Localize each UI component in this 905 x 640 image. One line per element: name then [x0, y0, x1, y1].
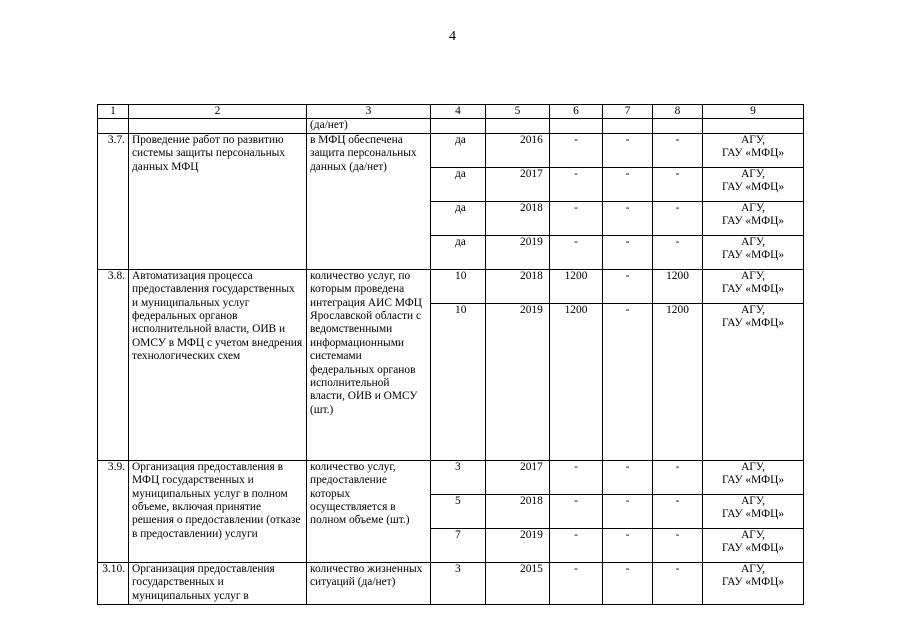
row-indicator: количество жизненных ситуаций (да/нет)	[307, 562, 431, 604]
responsible-line1: АГУ,	[741, 303, 765, 316]
row-description: Организация предоставления в МФЦ государственных и муниципальных услуг в полном объеме, включая принятие решения о предоставлении (отказе в предоставлении) услуги	[129, 460, 307, 562]
responsible	[703, 133, 804, 167]
row-indicator: количество услуг, предоставление которых осуществляется в полном объеме (шт.)	[307, 460, 431, 562]
responsible-line1: АГУ,	[741, 201, 765, 214]
responsible	[703, 562, 804, 604]
value-col8: -	[653, 562, 703, 604]
responsible-line2: ГАУ «МФЦ»	[721, 542, 785, 555]
value-col6: -	[550, 562, 603, 604]
row-description: Организация предоставления государственных и муниципальных услуг в	[129, 562, 307, 604]
responsible	[703, 269, 804, 303]
responsible	[703, 528, 804, 562]
value-col8: -	[653, 235, 703, 269]
column-header: 9	[703, 105, 804, 119]
value-col8: 1200	[653, 303, 703, 460]
responsible-line2: ГАУ «МФЦ»	[721, 508, 785, 521]
column-header: 2	[129, 105, 307, 119]
column-header: 3	[307, 105, 431, 119]
year: 2015	[486, 562, 550, 604]
value-col7: -	[603, 167, 653, 201]
value-col7: -	[603, 562, 653, 604]
responsible-line1: АГУ,	[741, 562, 765, 575]
responsible-line2: ГАУ «МФЦ»	[721, 576, 785, 589]
column-number-row	[98, 105, 804, 119]
table-row	[98, 133, 804, 167]
responsible-line1: АГУ,	[741, 460, 765, 473]
column-header: 6	[550, 105, 603, 119]
responsible-line2: ГАУ «МФЦ»	[721, 147, 785, 160]
value-col8: -	[653, 201, 703, 235]
year: 2016	[486, 133, 550, 167]
target-value: да	[431, 133, 486, 167]
responsible-line2: ГАУ «МФЦ»	[721, 283, 785, 296]
value-col6: 1200	[550, 303, 603, 460]
table-row	[98, 269, 804, 303]
responsible-line1: АГУ,	[741, 167, 765, 180]
table-row	[98, 562, 804, 604]
row-description: Проведение работ по развитию системы защиты персональных данных МФЦ	[129, 133, 307, 269]
value-col6: -	[550, 201, 603, 235]
column-header: 7	[603, 105, 653, 119]
column-header: 4	[431, 105, 486, 119]
row-number: 3.7.	[98, 133, 129, 269]
target-value: 7	[431, 528, 486, 562]
row-number: 3.8.	[98, 269, 129, 460]
value-col8: -	[653, 460, 703, 494]
program-table	[97, 104, 804, 605]
value-col7: -	[603, 133, 653, 167]
responsible-line1: АГУ,	[741, 528, 765, 541]
value-col7: -	[603, 460, 653, 494]
value-col6: -	[550, 494, 603, 528]
value-col8: -	[653, 528, 703, 562]
value-col8: -	[653, 133, 703, 167]
value-col8: -	[653, 494, 703, 528]
responsible	[703, 201, 804, 235]
value-col7: -	[603, 201, 653, 235]
row-indicator: в МФЦ обеспечена защита персональных данных (да/нет)	[307, 133, 431, 269]
responsible-line2: ГАУ «МФЦ»	[721, 317, 785, 330]
row-description: Автоматизация процесса предоставления государственных и муниципальных услуг федеральных органов исполнительной власти, ОИВ и ОМСУ в МФЦ с учетом внедрения технологических схем	[129, 269, 307, 460]
responsible	[703, 167, 804, 201]
responsible	[703, 235, 804, 269]
responsible-line2: ГАУ «МФЦ»	[721, 249, 785, 262]
value-col6: -	[550, 167, 603, 201]
responsible-line2: ГАУ «МФЦ»	[721, 181, 785, 194]
value-col7: -	[603, 494, 653, 528]
value-col7: -	[603, 269, 653, 303]
value-col7: -	[603, 303, 653, 460]
value-col8: 1200	[653, 269, 703, 303]
row-number: 3.10.	[98, 562, 129, 604]
year: 2019	[486, 303, 550, 460]
year: 2017	[486, 460, 550, 494]
column-header: 8	[653, 105, 703, 119]
responsible-line1: АГУ,	[741, 133, 765, 146]
responsible-line1: АГУ,	[741, 235, 765, 248]
target-value: 10	[431, 269, 486, 303]
value-col6: -	[550, 460, 603, 494]
year: 2018	[486, 494, 550, 528]
target-value: да	[431, 235, 486, 269]
year: 2018	[486, 269, 550, 303]
responsible	[703, 494, 804, 528]
value-col6: -	[550, 133, 603, 167]
value-col7: -	[603, 528, 653, 562]
target-value: да	[431, 167, 486, 201]
value-col8: -	[653, 167, 703, 201]
year: 2018	[486, 201, 550, 235]
row-indicator: количество услуг, по которым проведена интеграция АИС МФЦ Ярославской области с ведомственными информационными системами федеральных органов исполнительной власти, ОИВ и ОМСУ (шт.)	[307, 269, 431, 460]
year: 2019	[486, 235, 550, 269]
value-col6: 1200	[550, 269, 603, 303]
column-header: 5	[486, 105, 550, 119]
responsible	[703, 460, 804, 494]
target-value: 5	[431, 494, 486, 528]
target-value: да	[431, 201, 486, 235]
continuation-row	[98, 119, 804, 133]
responsible-line2: ГАУ «МФЦ»	[721, 474, 785, 487]
target-value: 3	[431, 562, 486, 604]
row-number: 3.9.	[98, 460, 129, 562]
page-number: 4	[449, 29, 456, 44]
target-value: 3	[431, 460, 486, 494]
responsible-line1: АГУ,	[741, 494, 765, 507]
target-value: 10	[431, 303, 486, 460]
responsible	[703, 303, 804, 460]
year: 2017	[486, 167, 550, 201]
value-col6: -	[550, 528, 603, 562]
responsible-line2: ГАУ «МФЦ»	[721, 215, 785, 228]
continuation-text: (да/нет)	[307, 119, 431, 133]
table-row	[98, 460, 804, 494]
value-col7: -	[603, 235, 653, 269]
year: 2019	[486, 528, 550, 562]
column-header: 1	[98, 105, 129, 119]
value-col6: -	[550, 235, 603, 269]
responsible-line1: АГУ,	[741, 269, 765, 282]
